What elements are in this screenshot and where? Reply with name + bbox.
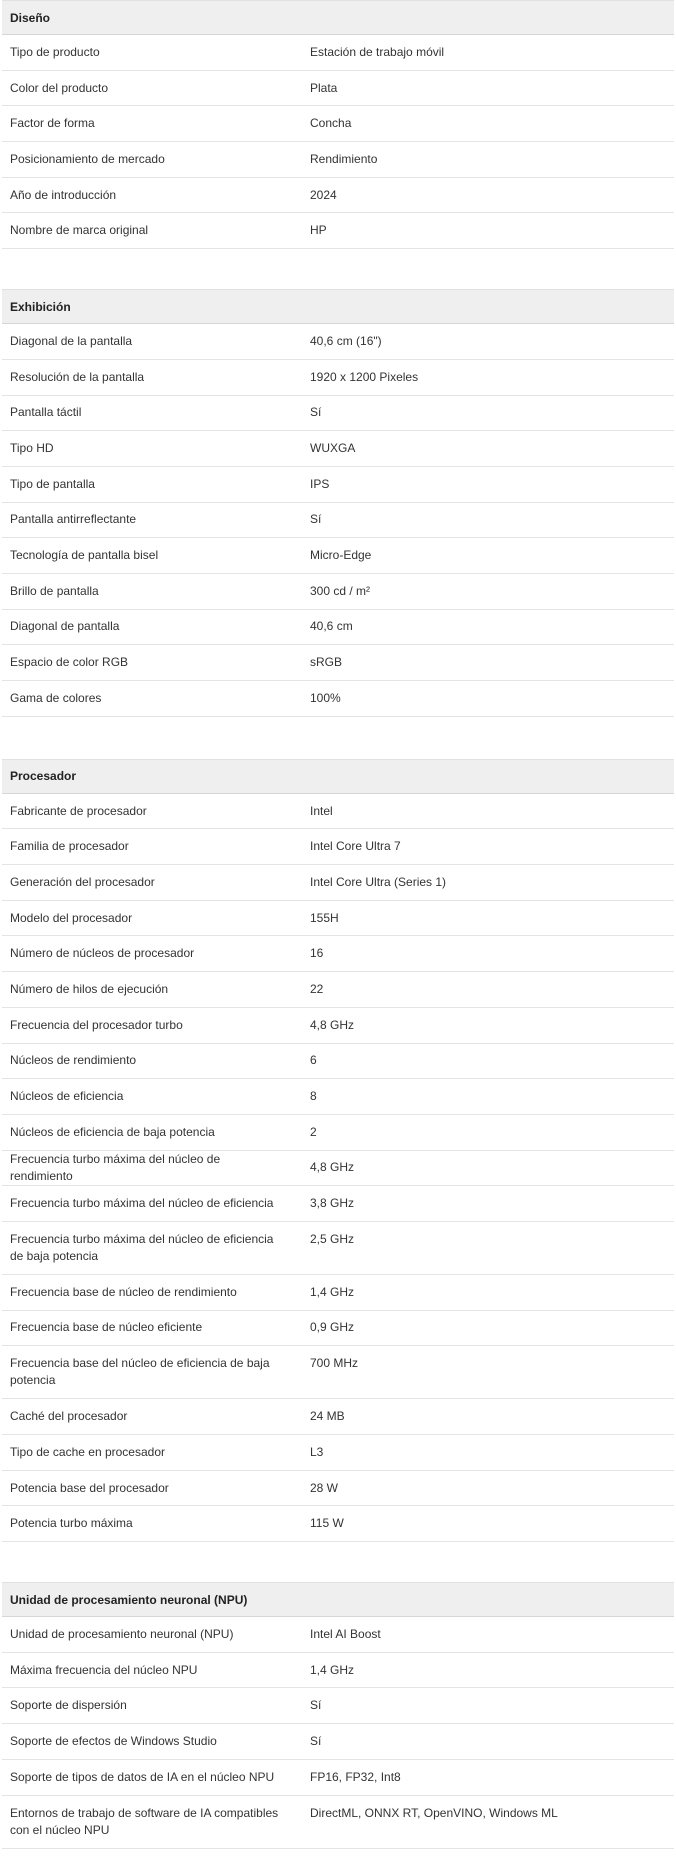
spec-section-procesador xyxy=(2,759,674,1542)
spec-value: 100% xyxy=(310,690,341,705)
spec-row xyxy=(2,431,674,467)
spec-value: 6 xyxy=(310,1053,317,1068)
spec-row xyxy=(2,360,674,396)
spec-row xyxy=(2,681,674,717)
spec-value: Estación de trabajo móvil xyxy=(310,44,445,59)
spec-value: 4,8 GHz xyxy=(310,1017,355,1032)
spec-label: Resolución de la pantalla xyxy=(10,369,145,384)
spec-label: Factor de forma xyxy=(10,116,95,131)
spec-row xyxy=(2,1506,674,1542)
spec-value: 40,6 cm xyxy=(310,619,353,634)
spec-value: 16 xyxy=(310,946,324,961)
spec-label: Generación del procesador xyxy=(10,874,155,889)
spec-value: 1,4 GHz xyxy=(310,1662,355,1677)
spec-value: WUXGA xyxy=(310,441,356,456)
spec-label: Entornos de trabajo de software de IA compatibles con el núcleo NPU xyxy=(10,1805,279,1837)
section-title: Unidad de procesamiento neuronal (NPU) xyxy=(2,1582,674,1617)
spec-row xyxy=(2,1471,674,1507)
spec-value: Intel xyxy=(310,803,333,818)
spec-label: Tipo de producto xyxy=(10,44,100,59)
spec-row xyxy=(2,213,674,249)
spec-row xyxy=(2,1688,674,1724)
spec-label: Frecuencia del procesador turbo xyxy=(10,1017,183,1032)
spec-label: Brillo de pantalla xyxy=(10,583,99,598)
spec-row xyxy=(2,467,674,503)
spec-value: 1,4 GHz xyxy=(310,1284,355,1299)
spec-label: Gama de colores xyxy=(10,690,102,705)
section-title: Diseño xyxy=(2,0,674,35)
spec-value: Sí xyxy=(310,1733,322,1748)
spec-label: Soporte de dispersión xyxy=(10,1698,127,1713)
spec-row xyxy=(2,1222,674,1275)
spec-row xyxy=(2,794,674,830)
spec-row xyxy=(2,1435,674,1471)
spec-row xyxy=(2,1311,674,1347)
spec-value: 300 cd / m² xyxy=(310,583,371,598)
spec-row xyxy=(2,538,674,574)
spec-label: Tecnología de pantalla bisel xyxy=(10,548,159,563)
spec-label: Caché del procesador xyxy=(10,1409,128,1424)
spec-label: Núcleos de rendimiento xyxy=(10,1053,137,1068)
spec-value: Plata xyxy=(310,80,338,95)
spec-label: Frecuencia turbo máxima del núcleo de eficiencia de baja potencia xyxy=(10,1231,274,1263)
spec-section-exhibicion xyxy=(2,289,674,717)
spec-value: DirectML, ONNX RT, OpenVINO, Windows ML xyxy=(310,1805,558,1820)
spec-label: Potencia turbo máxima xyxy=(10,1516,133,1531)
spec-label: Familia de procesador xyxy=(10,839,129,854)
spec-label: Máxima frecuencia del núcleo NPU xyxy=(10,1662,198,1677)
spec-section-diseno xyxy=(2,0,674,249)
spec-row xyxy=(2,901,674,937)
spec-row xyxy=(2,1724,674,1760)
spec-row xyxy=(2,1186,674,1222)
spec-value: 22 xyxy=(310,981,324,996)
spec-value: IPS xyxy=(310,476,330,491)
section-title: Procesador xyxy=(2,759,674,794)
spec-label: Núcleos de eficiencia de baja potencia xyxy=(10,1124,215,1139)
spec-row xyxy=(2,142,674,178)
spec-value: 40,6 cm (16") xyxy=(310,333,382,348)
spec-row xyxy=(2,106,674,142)
spec-row xyxy=(2,1115,674,1151)
spec-label: Soporte de efectos de Windows Studio xyxy=(10,1733,217,1748)
spec-row xyxy=(2,865,674,901)
spec-label: Unidad de procesamiento neuronal (NPU) xyxy=(10,1626,234,1641)
spec-value: 8 xyxy=(310,1089,317,1104)
spec-value: Rendimiento xyxy=(310,151,378,166)
spec-row xyxy=(2,972,674,1008)
spec-row xyxy=(2,71,674,107)
spec-value: 700 MHz xyxy=(310,1356,359,1371)
spec-label: Color del producto xyxy=(10,80,109,95)
spec-value: 155H xyxy=(310,910,339,925)
spec-section-npu xyxy=(2,1582,674,1848)
spec-label: Modelo del procesador xyxy=(10,910,133,925)
spec-label: Frecuencia turbo máxima del núcleo de eficiencia xyxy=(10,1196,274,1211)
spec-value: 1920 x 1200 Pixeles xyxy=(310,369,419,384)
spec-label: Frecuencia turbo máxima del núcleo de rendimiento xyxy=(10,1151,221,1183)
spec-label: Frecuencia base de núcleo eficiente xyxy=(10,1320,203,1335)
spec-value: 2,5 GHz xyxy=(310,1231,355,1246)
spec-value: FP16, FP32, Int8 xyxy=(310,1769,401,1784)
section-title: Exhibición xyxy=(2,289,674,324)
spec-value: Sí xyxy=(310,1698,322,1713)
spec-row xyxy=(2,936,674,972)
spec-value: Intel Core Ultra 7 xyxy=(310,839,401,854)
spec-value: HP xyxy=(310,223,327,238)
spec-row xyxy=(2,35,674,71)
spec-value: Intel AI Boost xyxy=(310,1626,381,1641)
section-spacer xyxy=(2,717,676,759)
spec-label: Fabricante de procesador xyxy=(10,803,147,818)
spec-row xyxy=(2,1346,674,1399)
spec-label: Diagonal de la pantalla xyxy=(10,333,133,348)
spec-row xyxy=(2,1760,674,1796)
spec-value: 2 xyxy=(310,1124,317,1139)
spec-label: Potencia base del procesador xyxy=(10,1480,169,1495)
spec-row xyxy=(2,1151,674,1187)
spec-row xyxy=(2,1399,674,1435)
spec-label: Espacio de color RGB xyxy=(10,655,129,670)
spec-label: Núcleos de eficiencia xyxy=(10,1089,124,1104)
spec-label: Posicionamiento de mercado xyxy=(10,151,165,166)
spec-value: 0,9 GHz xyxy=(310,1320,355,1335)
spec-row xyxy=(2,503,674,539)
spec-label: Año de introducción xyxy=(10,187,117,202)
spec-label: Frecuencia base de núcleo de rendimiento xyxy=(10,1284,237,1299)
spec-row xyxy=(2,396,674,432)
spec-value: Sí xyxy=(310,405,322,420)
section-spacer xyxy=(2,249,676,289)
spec-value: 24 MB xyxy=(310,1409,345,1424)
section-spacer xyxy=(2,1542,676,1582)
spec-value: L3 xyxy=(310,1444,324,1459)
spec-row xyxy=(2,1796,674,1849)
spec-value: 3,8 GHz xyxy=(310,1196,355,1211)
spec-label: Número de hilos de ejecución xyxy=(10,981,169,996)
spec-row xyxy=(2,178,674,214)
spec-label: Número de núcleos de procesador xyxy=(10,946,195,961)
spec-row xyxy=(2,1044,674,1080)
spec-label: Tipo de pantalla xyxy=(10,476,95,491)
spec-label: Frecuencia base del núcleo de eficiencia de baja potencia xyxy=(10,1356,270,1388)
spec-value: 4,8 GHz xyxy=(310,1160,355,1175)
spec-value: sRGB xyxy=(310,655,343,670)
spec-value: Concha xyxy=(310,116,352,131)
spec-value: 2024 xyxy=(310,187,337,202)
spec-row xyxy=(2,829,674,865)
spec-row xyxy=(2,1653,674,1689)
spec-value: 28 W xyxy=(310,1480,339,1495)
spec-value: 115 W xyxy=(310,1516,344,1531)
spec-row xyxy=(2,1275,674,1311)
spec-label: Nombre de marca original xyxy=(10,223,149,238)
spec-label: Soporte de tipos de datos de IA en el núcleo NPU xyxy=(10,1769,275,1784)
spec-value: Sí xyxy=(310,512,322,527)
spec-row xyxy=(2,610,674,646)
spec-row xyxy=(2,1617,674,1653)
spec-label: Pantalla táctil xyxy=(10,405,82,420)
spec-row xyxy=(2,645,674,681)
spec-value: Micro-Edge xyxy=(310,548,372,563)
spec-label: Tipo de cache en procesador xyxy=(10,1444,165,1459)
spec-row xyxy=(2,574,674,610)
spec-row xyxy=(2,324,674,360)
spec-label: Pantalla antirreflectante xyxy=(10,512,137,527)
spec-label: Diagonal de pantalla xyxy=(10,619,120,634)
spec-value: Intel Core Ultra (Series 1) xyxy=(310,874,447,889)
spec-label: Tipo HD xyxy=(10,441,54,456)
spec-row xyxy=(2,1008,674,1044)
spec-row xyxy=(2,1079,674,1115)
